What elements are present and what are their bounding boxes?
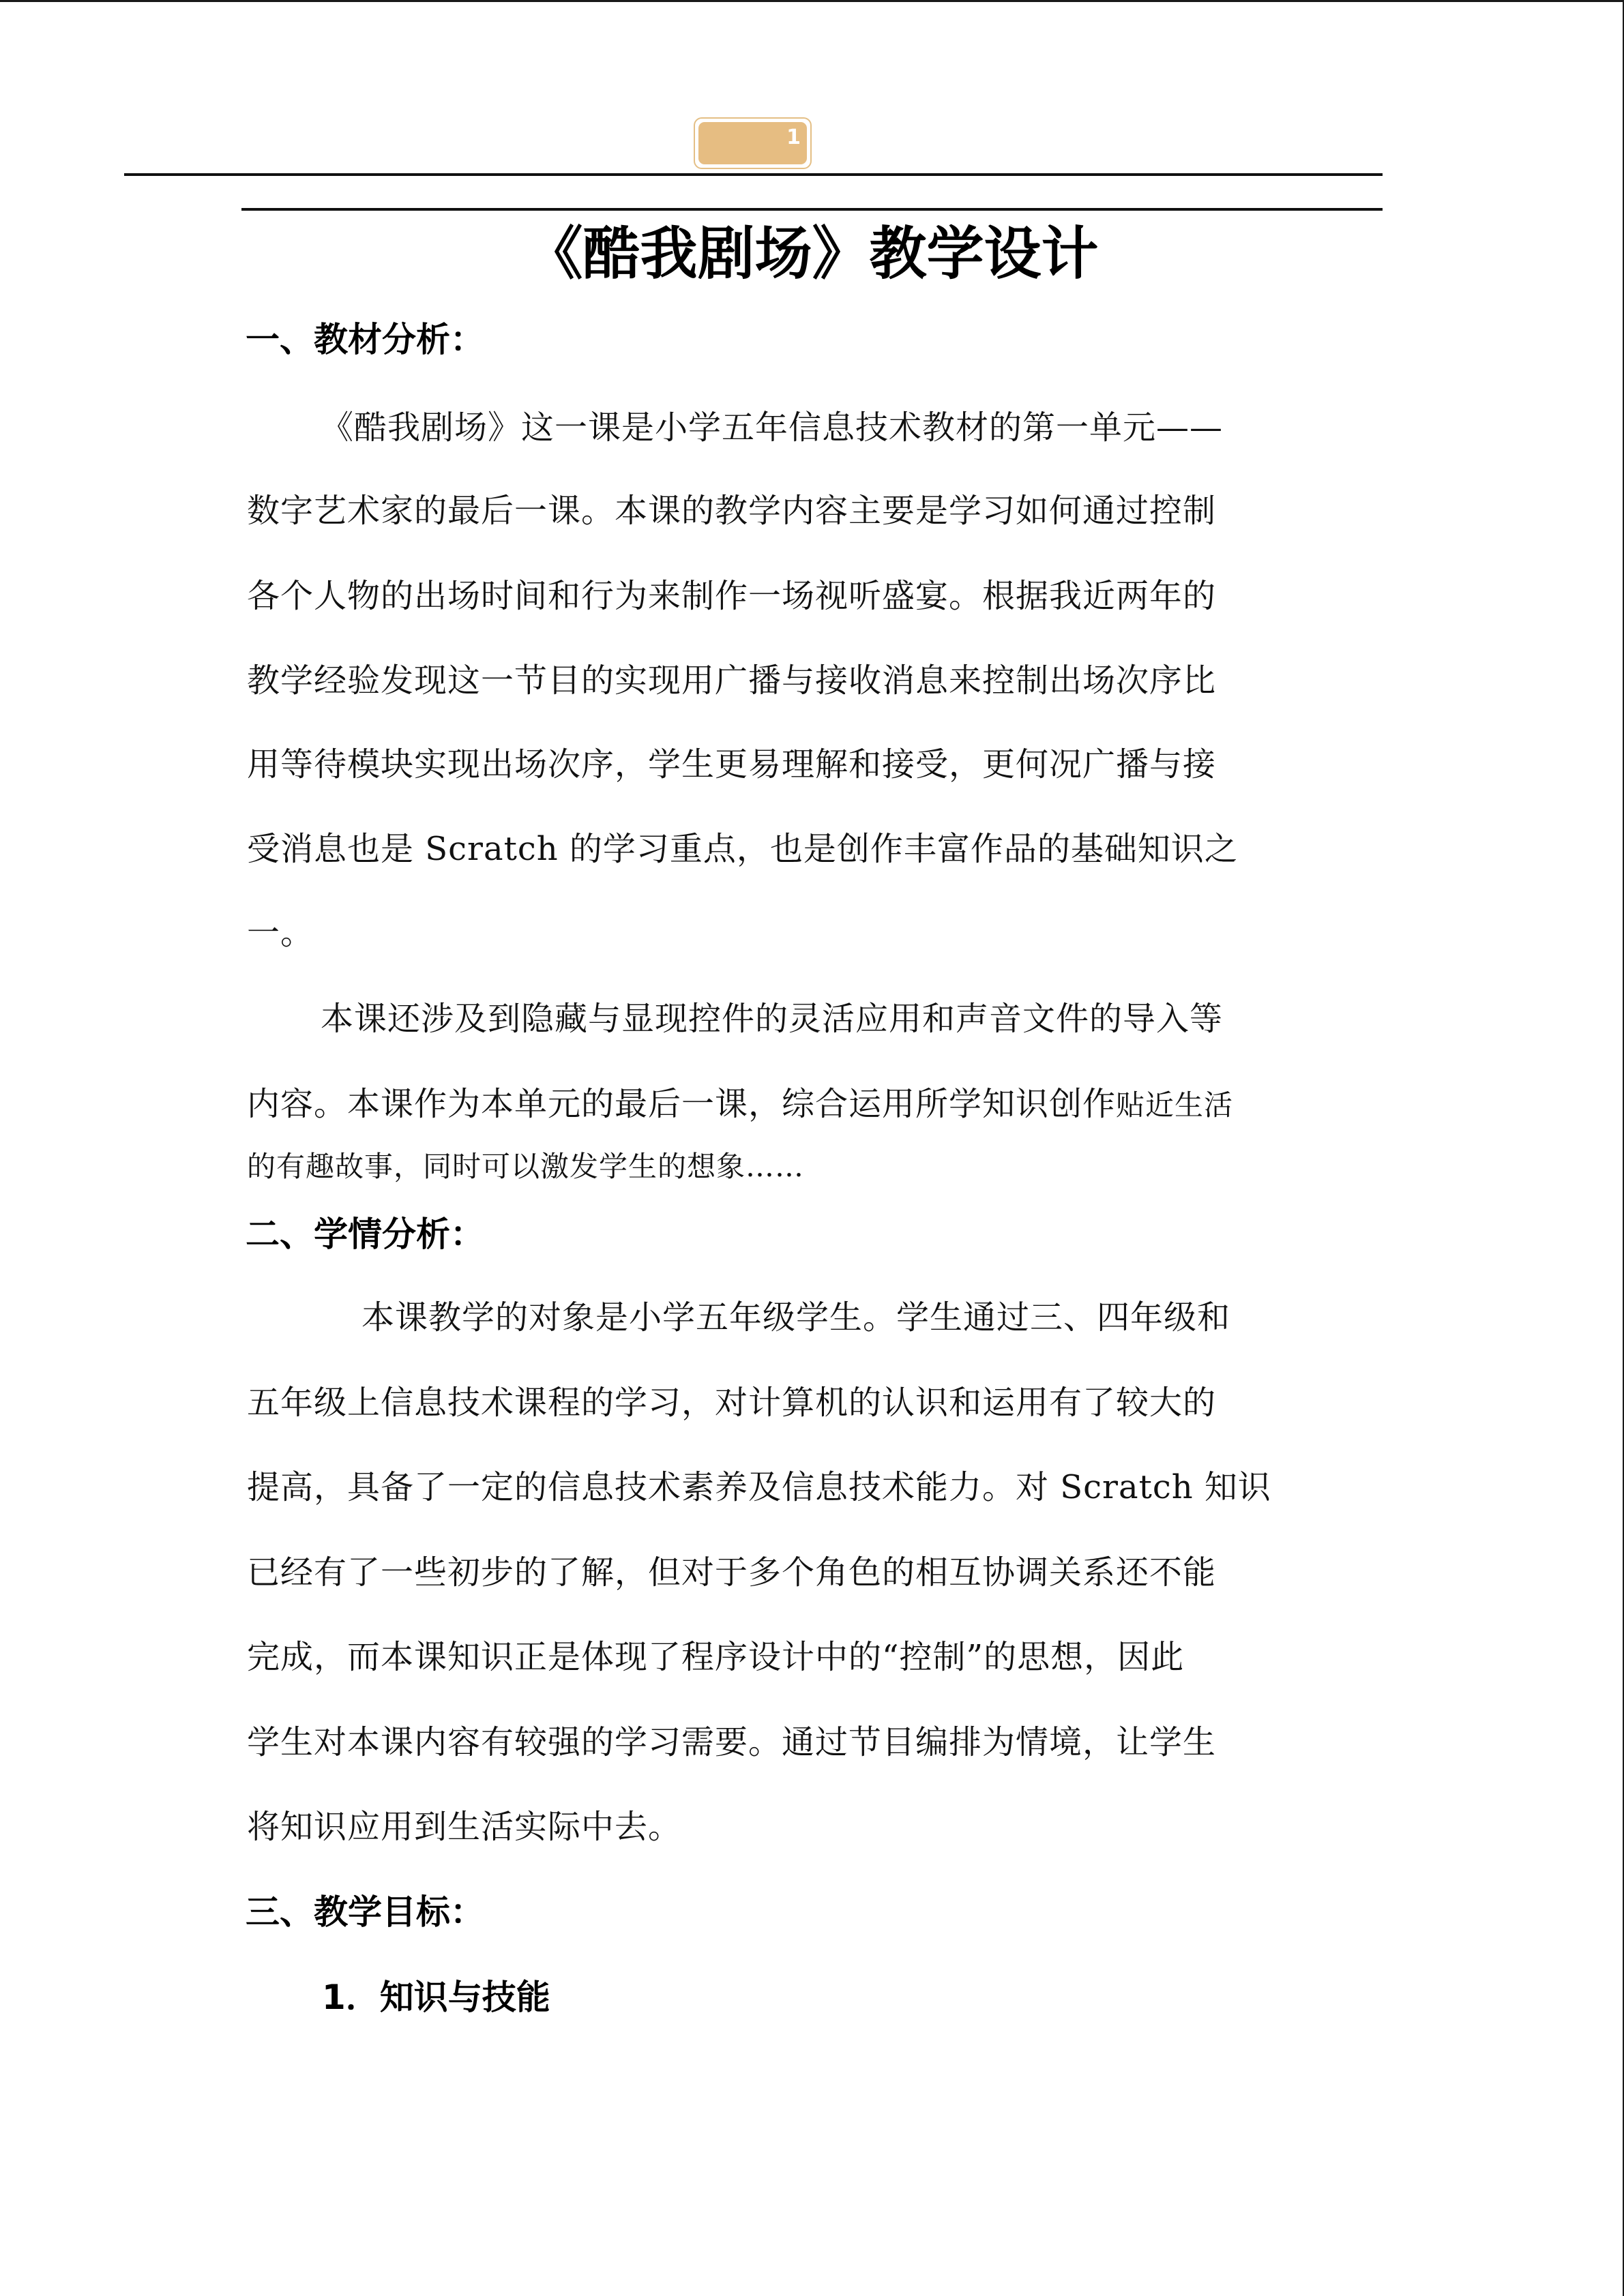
paragraph-line: 学生对本课内容有较强的学习需要。通过节目编排为情境，让学生	[247, 1723, 1217, 1761]
paragraph-line-main: 内容。本课作为本单元的最后一课，综合运用所学知识创作	[247, 1085, 1117, 1123]
paragraph-line: 本课教学的对象是小学五年级学生。学生通过三、四年级和	[361, 1298, 1231, 1337]
paragraph-line: 本课还涉及到隐藏与显现控件的灵活应用和声音文件的导入等	[321, 1000, 1224, 1038]
page-number: 1	[786, 125, 801, 149]
paragraph-line: 五年级上信息技术课程的学习，对计算机的认识和运用有了较大的	[247, 1384, 1217, 1422]
paragraph-line: 已经有了一些初步的了解，但对于多个角色的相互协调关系还不能	[247, 1553, 1217, 1592]
title-rule	[241, 208, 1383, 211]
paragraph-line	[247, 1080, 1379, 1128]
paragraph-line: 提高，具备了一定的信息技术素养及信息技术能力。对 Scratch 知识	[247, 1468, 1271, 1506]
document-title: 《酷我剧场》教学设计	[525, 220, 1099, 287]
header-rule	[124, 173, 1383, 176]
paragraph-line: 教学经验发现这一节目的实现用广播与接收消息来控制出场次序比	[247, 661, 1217, 700]
paragraph-line: 将知识应用到生活实际中去。	[247, 1808, 682, 1846]
paragraph-line: 的有趣故事，同时可以激发学生的想象……	[247, 1150, 805, 1183]
paragraph-line: 用等待模块实现出场次序，学生更易理解和接受，更何况广播与接	[247, 745, 1217, 784]
paragraph-line: 《酷我剧场》这一课是小学五年信息技术教材的第一单元——	[321, 408, 1224, 447]
paragraph-line: 各个人物的出场时间和行为来制作一场视听盛宴。根据我近两年的	[247, 577, 1217, 615]
paragraph-line: 受消息也是 Scratch 的学习重点，也是创作丰富作品的基础知识之	[247, 830, 1238, 868]
section-heading-1: 一、教材分析：	[246, 320, 484, 359]
paragraph-line: 完成，而本课知识正是体现了程序设计中的“控制”的思想，因此	[247, 1638, 1185, 1676]
page-top-border	[0, 0, 1624, 2]
page-number-badge	[694, 117, 812, 169]
paragraph-line: 一。	[247, 914, 314, 952]
section-heading-2: 二、学情分析：	[246, 1214, 484, 1254]
subsection-heading: 1．知识与技能	[322, 1978, 550, 2017]
paragraph-line-small-tail: 贴近生活	[1116, 1088, 1234, 1122]
paragraph-line: 数字艺术家的最后一课。本课的教学内容主要是学习如何通过控制	[247, 492, 1217, 530]
section-heading-3: 三、教学目标：	[246, 1892, 484, 1932]
